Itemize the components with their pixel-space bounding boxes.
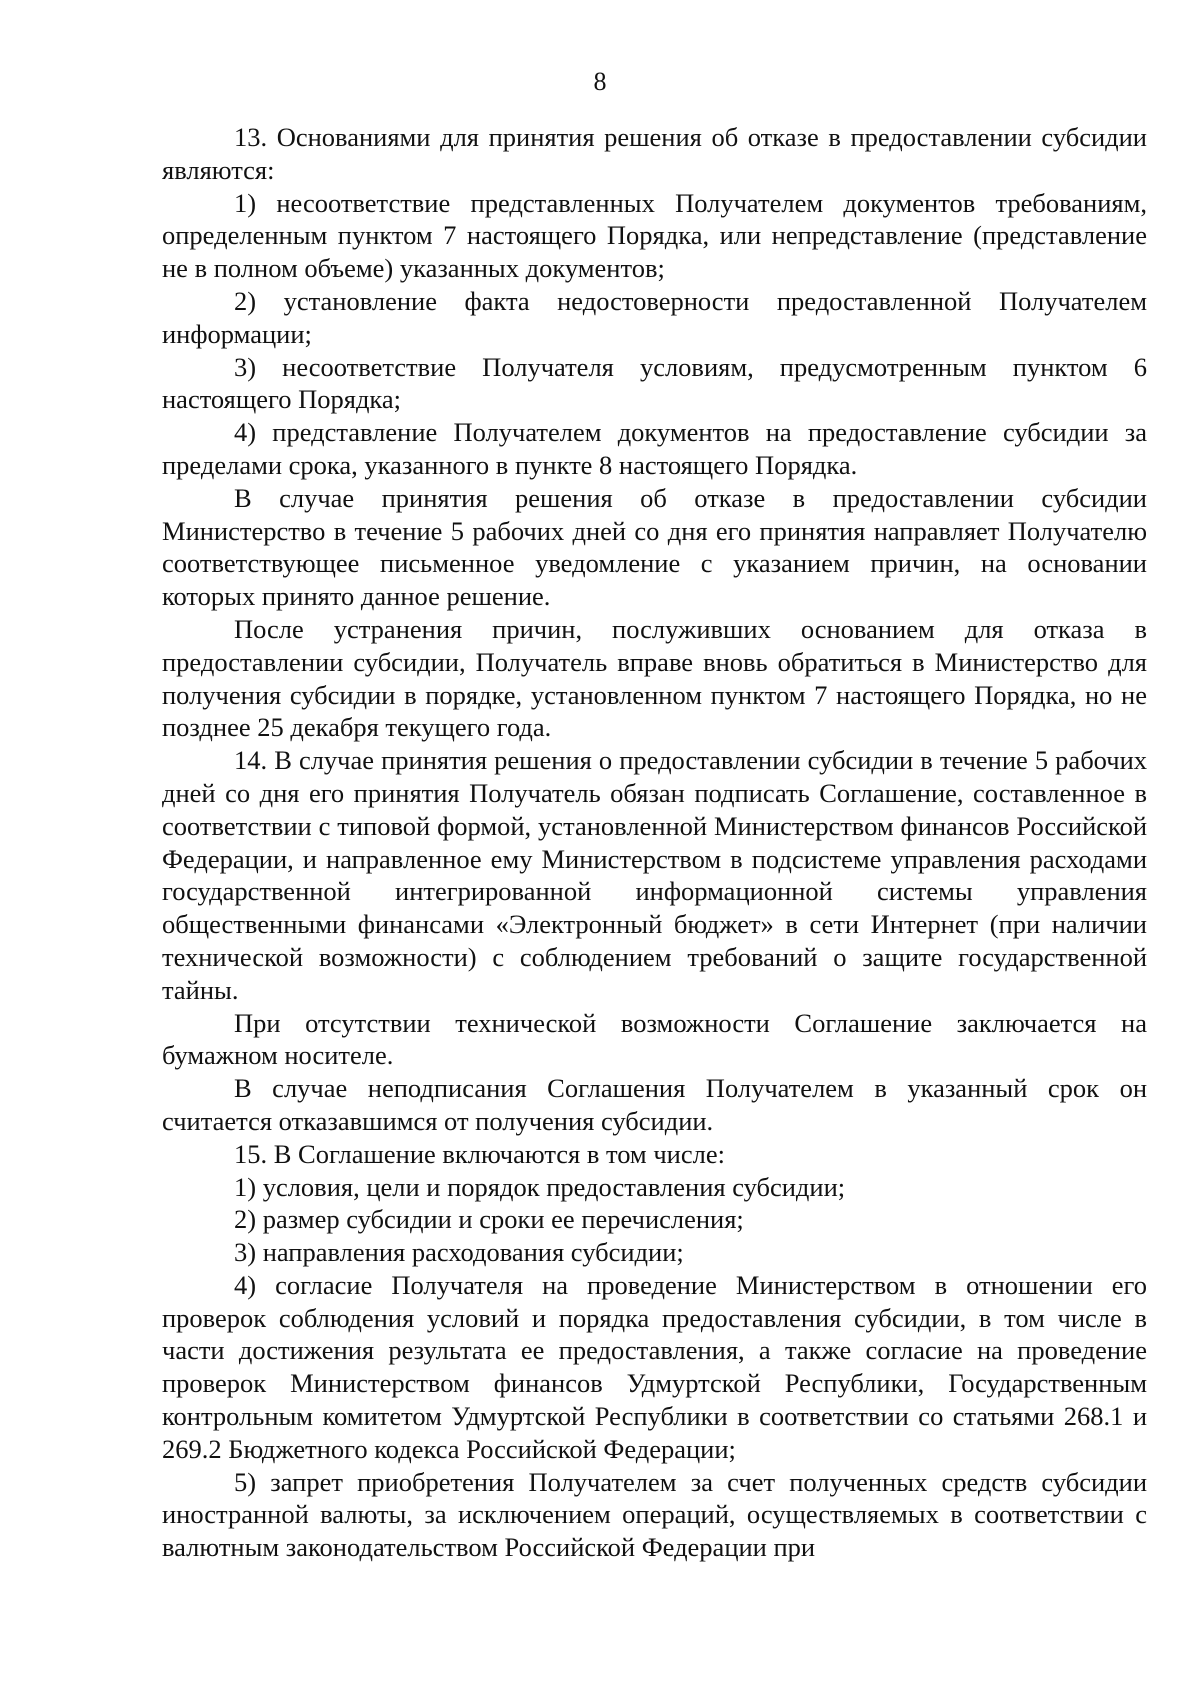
- list-item-13-2: 2) установление факта недостоверности предоставленной Получателем информации;: [162, 285, 1147, 349]
- list-item-13-4: 4) представление Получателем документов на предоставление субсидии за пределами срока, указанного в пункте 8 настоящего Порядка.: [162, 417, 1147, 480]
- paragraph-paper-agreement: При отсутствии технической возможности Соглашение заключается на бумажном носителе.: [162, 1007, 1147, 1071]
- document-body: [162, 121, 1147, 1564]
- paragraph-reapply: После устранения причин, послуживших основанием для отказа в предоставлении субсидии, Получатель вправе вновь обратиться в Министерство для получения субсидии в порядке, установленном пунктом 7 настоящего Порядка, но не позднее 25 декабря текущего года.: [162, 613, 1147, 743]
- page-number: 8: [593, 67, 607, 96]
- list-item-15-1: 1) условия, цели и порядок предоставления субсидии;: [234, 1171, 846, 1202]
- list-item-13-1: 1) несоответствие представленных Получателем документов требованиям, определенным пунктом 7 настоящего Порядка, или непредставление (представление не в полном объеме) указанных документов;: [162, 187, 1147, 284]
- paragraph-15-intro: 15. В Соглашение включаются в том числе:: [234, 1138, 725, 1169]
- list-item-15-4: 4) согласие Получателя на проведение Министерством в отношении его проверок соблюдения условий и порядка предоставления субсидии, в том числе в части достижения результата ее предоставления, а также согласие на проведение проверок Министерством финансов Удмуртской Республики, Государственным контрольным комитетом Удмуртской Республики в соответствии со статьями 268.1 и 269.2 Бюджетного кодекса Российской Федерации;: [162, 1269, 1147, 1464]
- list-item-15-5: 5) запрет приобретения Получателем за счет полученных средств субсидии иностранной валюты, за исключением операций, осуществляемых в соответствии с валютным законодательством Российской Федерации при: [162, 1466, 1147, 1563]
- paragraph-13-intro: 13. Основаниями для принятия решения об отказе в предоставлении субсидии являются:: [162, 122, 1147, 185]
- list-item-13-3: 3) несоответствие Получателя условиям, предусмотренным пунктом 6 настоящего Порядка;: [162, 351, 1147, 415]
- paragraph-14: 14. В случае принятия решения о предоставлении субсидии в течение 5 рабочих дней со дня его принятия Получатель обязан подписать Соглашение, составленное в соответствии с типовой формой, установленной Министерством финансов Российской Федерации, и направленное ему Министерством в подсистеме управления расходами государственной интегрированной информационной системы управления общественными финансами «Электронный бюджет» в сети Интернет (при наличии технической возможности) с соблюдением требований о защите государственной тайны.: [162, 745, 1147, 1005]
- paragraph-refusal-to-sign: В случае неподписания Соглашения Получателем в указанный срок он считается отказавшимся от получения субсидии.: [162, 1073, 1147, 1136]
- list-item-15-3: 3) направления расходования субсидии;: [234, 1237, 684, 1268]
- paragraph-refusal-notice: В случае принятия решения об отказе в предоставлении субсидии Министерство в течение 5 рабочих дней со дня его принятия направляет Получателю соответствующее письменное уведомление с указанием причин, на основании которых принято данное решение.: [162, 482, 1147, 612]
- list-item-15-2: 2) размер субсидии и сроки ее перечисления;: [234, 1204, 744, 1235]
